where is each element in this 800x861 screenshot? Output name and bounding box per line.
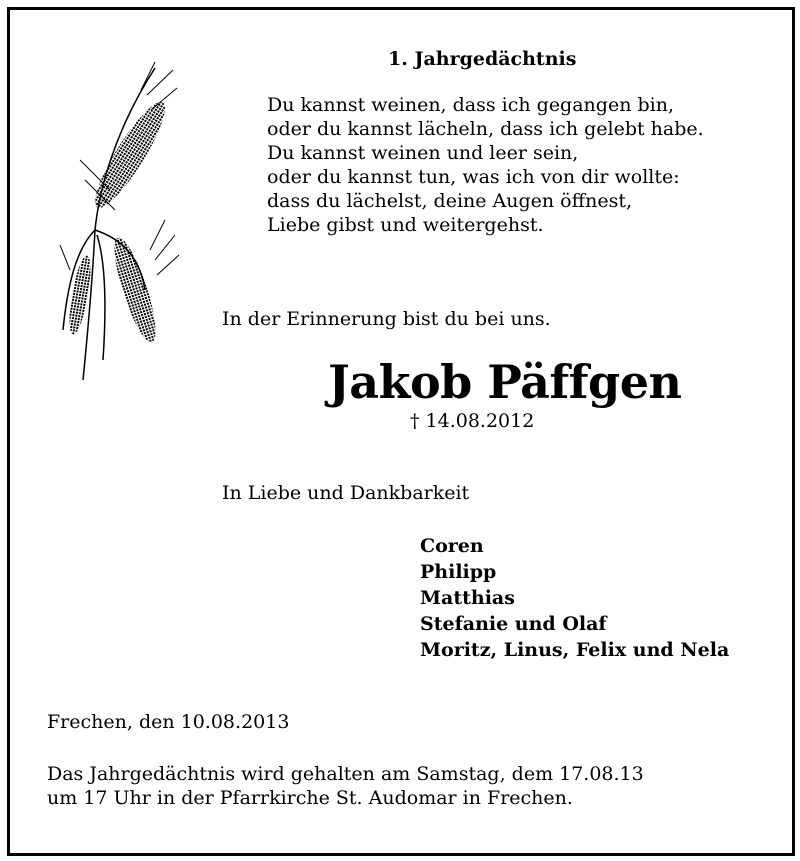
heading: 1. Jahrgedächtnis xyxy=(388,48,577,70)
poem-line: Liebe gibst und weitergehst. xyxy=(267,214,544,236)
memory-line: In der Erinnerung bist du bei uns. xyxy=(222,308,551,330)
service-notice xyxy=(47,762,644,810)
notice-line: Das Jahrgedächtnis wird gehalten am Samstag, dem 17.08.13 xyxy=(47,763,644,785)
mourners-list xyxy=(420,533,729,663)
death-date: † 14.08.2012 xyxy=(410,410,535,432)
thanks-line: In Liebe und Dankbarkeit xyxy=(222,482,470,504)
wheat-ear-icon xyxy=(55,60,180,390)
deceased-name: Jakob Päffgen xyxy=(328,355,682,409)
mourner: Moritz, Linus, Felix und Nela xyxy=(420,639,730,661)
notice-line: um 17 Uhr in der Pfarrkirche St. Audomar in Frechen. xyxy=(47,787,573,809)
poem-line: Du kannst weinen, dass ich gegangen bin, xyxy=(267,94,674,116)
place-date: Frechen, den 10.08.2013 xyxy=(47,711,290,733)
poem-line: oder du kannst lächeln, dass ich gelebt habe. xyxy=(267,118,704,140)
poem-line: oder du kannst tun, was ich von dir wollte: xyxy=(267,166,680,188)
poem xyxy=(267,93,704,237)
poem-line: Du kannst weinen und leer sein, xyxy=(267,142,579,164)
mourner: Philipp xyxy=(420,561,497,583)
mourner: Matthias xyxy=(420,587,515,609)
mourner: Stefanie und Olaf xyxy=(420,613,607,635)
poem-line: dass du lächelst, deine Augen öffnest, xyxy=(267,190,633,212)
mourner: Coren xyxy=(420,535,484,557)
